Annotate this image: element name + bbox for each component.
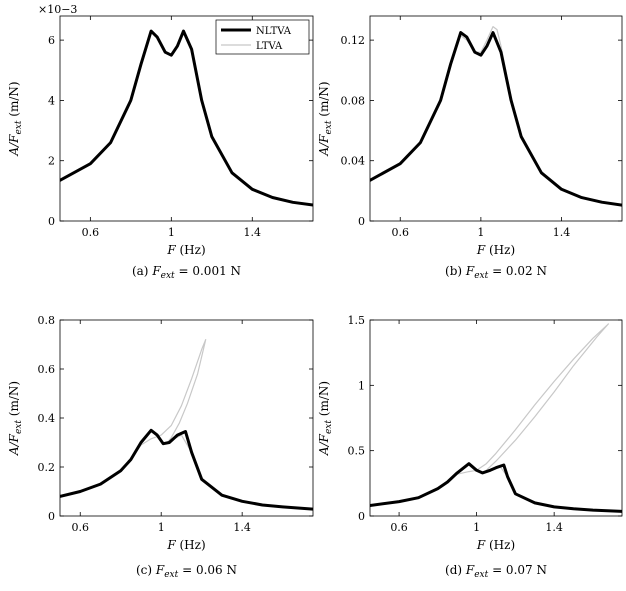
chart-panel-1 bbox=[7, 3, 313, 281]
x-tick-label: 1.4 bbox=[233, 521, 251, 534]
chart-panel-4 bbox=[317, 314, 622, 580]
y-tick-label: 0.2 bbox=[37, 461, 55, 474]
x-tick-label: 0.6 bbox=[81, 226, 100, 239]
y-axis-label: $A/F_{ext}$ (m/N) bbox=[7, 380, 24, 456]
y-tick-label: 0 bbox=[358, 510, 365, 523]
panel-caption: (a) $F_{ext} = 0.001$ N bbox=[131, 264, 242, 281]
x-tick-label: 0.6 bbox=[71, 521, 89, 534]
y-multiplier-label: ×10−3 bbox=[38, 3, 78, 16]
x-tick-label: 1 bbox=[477, 226, 485, 239]
x-axis-label: F (Hz) bbox=[476, 243, 516, 257]
y-tick-label: 0.08 bbox=[340, 94, 365, 108]
y-tick-label: 2 bbox=[48, 154, 55, 168]
x-axis-label: F (Hz) bbox=[167, 538, 206, 552]
y-tick-label: 0 bbox=[48, 215, 55, 228]
y-axis-label: $A/F_{ext}$ (m/N) bbox=[317, 81, 334, 156]
x-tick-label: 0.6 bbox=[391, 226, 409, 239]
y-axis-label: $A/F_{ext}$ (m/N) bbox=[7, 81, 24, 156]
x-tick-label: 0.6 bbox=[390, 521, 408, 534]
y-tick-label: 0.6 bbox=[37, 363, 55, 376]
y-tick-label: 0 bbox=[358, 215, 365, 228]
y-tick-label: 0.04 bbox=[340, 154, 365, 168]
y-tick-label: 6 bbox=[48, 34, 55, 48]
x-axis-label: F (Hz) bbox=[167, 243, 206, 257]
series-line-ltva bbox=[60, 31, 313, 205]
x-tick-label: 1.4 bbox=[552, 226, 571, 239]
series-line-nltva bbox=[370, 464, 622, 512]
chart-panel-2 bbox=[317, 16, 622, 281]
series-line-nltva bbox=[60, 430, 313, 509]
y-tick-label: 0 bbox=[48, 510, 55, 523]
series-line-nltva bbox=[60, 31, 313, 205]
axes-frame bbox=[370, 16, 622, 221]
series-line-nltva bbox=[370, 33, 622, 206]
y-tick-label: 4 bbox=[48, 94, 55, 108]
x-tick-label: 1 bbox=[157, 521, 165, 534]
y-tick-label: 0.8 bbox=[37, 314, 55, 327]
y-tick-label: 1 bbox=[358, 379, 365, 393]
y-axis-label: $A/F_{ext}$ (m/N) bbox=[317, 380, 334, 456]
panel-caption: (d) $F_{ext} = 0.07$ N bbox=[445, 563, 547, 580]
x-tick-label: 1.4 bbox=[243, 226, 262, 239]
legend-label-ltva: LTVA bbox=[256, 41, 283, 52]
series-line-ltva bbox=[370, 324, 622, 512]
chart-panel-3 bbox=[7, 314, 313, 580]
panel-caption: (c) $F_{ext} = 0.06$ N bbox=[136, 563, 237, 580]
y-tick-label: 0.4 bbox=[37, 412, 55, 425]
y-tick-label: 0.12 bbox=[340, 34, 365, 48]
x-axis-label: F (Hz) bbox=[476, 538, 516, 552]
axes-frame bbox=[370, 320, 622, 516]
x-tick-label: 1 bbox=[473, 521, 481, 534]
legend-label-nltva: NLTVA bbox=[256, 26, 292, 37]
x-tick-label: 1 bbox=[167, 226, 175, 239]
panel-caption: (b) $F_{ext} = 0.02$ N bbox=[445, 264, 547, 281]
y-tick-label: 1.5 bbox=[347, 314, 365, 327]
y-tick-label: 0.5 bbox=[347, 444, 365, 458]
x-tick-label: 1.4 bbox=[545, 521, 563, 534]
series-line-ltva bbox=[370, 27, 622, 206]
